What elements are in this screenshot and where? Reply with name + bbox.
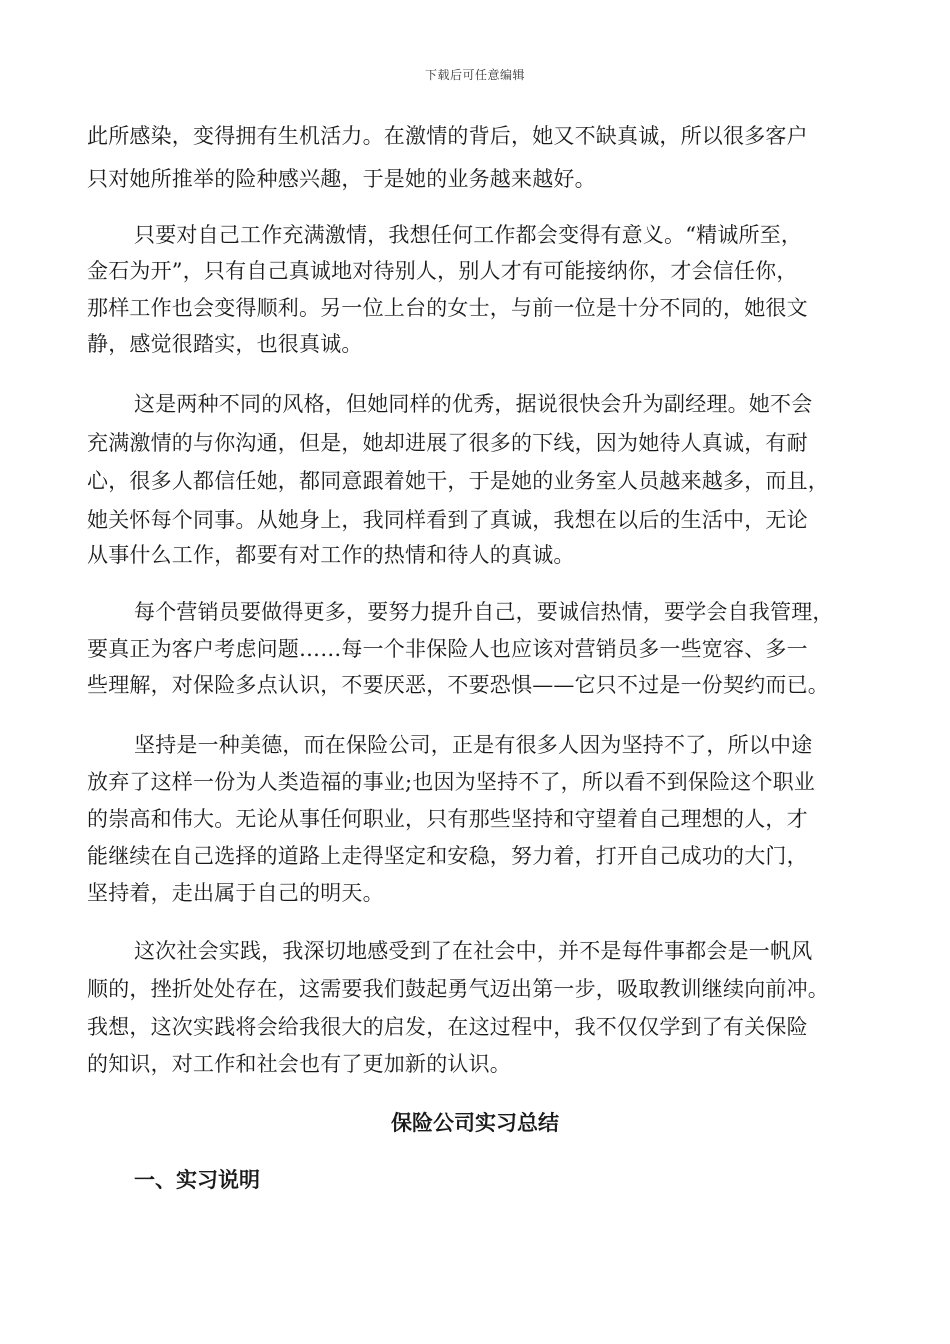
paragraph-line: 金石为开”，只有自己真诚地对待别人，别人才有可能接纳你，才会信任你，: [87, 259, 798, 283]
section-heading: 一、实习说明: [134, 1167, 260, 1192]
paragraph-line: 我想，这次实践将会给我很大的启发，在这过程中，我不仅仅学到了有关保险: [87, 1015, 808, 1039]
paragraph-line: 此所感染，变得拥有生机活力。在激情的背后，她又不缺真诚，所以很多客户: [87, 124, 808, 148]
paragraph-line: 放弃了这样一份为人类造福的事业;也因为坚持不了，所以看不到保险这个职业: [87, 770, 816, 794]
paragraph-line: 的知识，对工作和社会也有了更加新的认识。: [87, 1052, 511, 1076]
paragraph-line: 静，感觉很踏实，也很真诚。: [87, 332, 363, 356]
document-title: 保险公司实习总结: [391, 1110, 559, 1135]
paragraph-line: 她关怀每个同事。从她身上，我同样看到了真诚，我想在以后的生活中，无论: [87, 508, 808, 532]
paragraph-line: 这次社会实践，我深切地感受到了在社会中，并不是每件事都会是一帆风: [134, 939, 813, 963]
paragraph-line: 能继续在自己选择的道路上走得坚定和安稳，努力着，打开自己成功的大门，: [87, 844, 808, 868]
paragraph-line: 每个营销员要做得更多，要努力提升自己，要诚信热情，要学会自我管理，: [134, 600, 834, 624]
paragraph-line: 顺的，挫折处处存在，这需要我们鼓起勇气迈出第一步，吸取教训继续向前冲。: [87, 977, 829, 1001]
page-header: 下载后可任意编辑: [424, 68, 525, 82]
paragraph-line: 那样工作也会变得顺利。另一位上台的女士，与前一位是十分不同的，她很文: [87, 296, 808, 320]
paragraph-line: 要真正为客户考虑问题……每一个非保险人也应该对营销员多一些宽容、多一: [87, 637, 808, 661]
paragraph-line: 心，很多人都信任她，都同意跟着她干，于是她的业务室人员越来越多，而且，: [87, 469, 829, 493]
paragraph-line: 这是两种不同的风格，但她同样的优秀，据说很快会升为副经理。她不会: [134, 392, 813, 416]
paragraph-line: 只要对自己工作充满激情，我想任何工作都会变得有意义。“精诚所至，: [134, 223, 803, 247]
paragraph-line: 些理解，对保险多点认识，不要厌恶，不要恐惧——它只不过是一份契约而已。: [87, 673, 829, 697]
paragraph-line: 充满激情的与你沟通，但是，她却进展了很多的下线，因为她待人真诚，有耐: [87, 431, 808, 455]
paragraph-line: 坚持是一种美德，而在保险公司，正是有很多人因为坚持不了，所以中途: [134, 733, 813, 757]
paragraph-line: 只对她所推举的险种感兴趣，于是她的业务越来越好。: [87, 167, 596, 191]
paragraph-line: 从事什么工作，都要有对工作的热情和待人的真诚。: [87, 543, 575, 567]
paragraph-line: 的崇高和伟大。无论从事任何职业，只有那些坚持和守望着自己理想的人，才: [87, 807, 808, 831]
paragraph-line: 坚持着，走出属于自己的明天。: [87, 881, 384, 905]
